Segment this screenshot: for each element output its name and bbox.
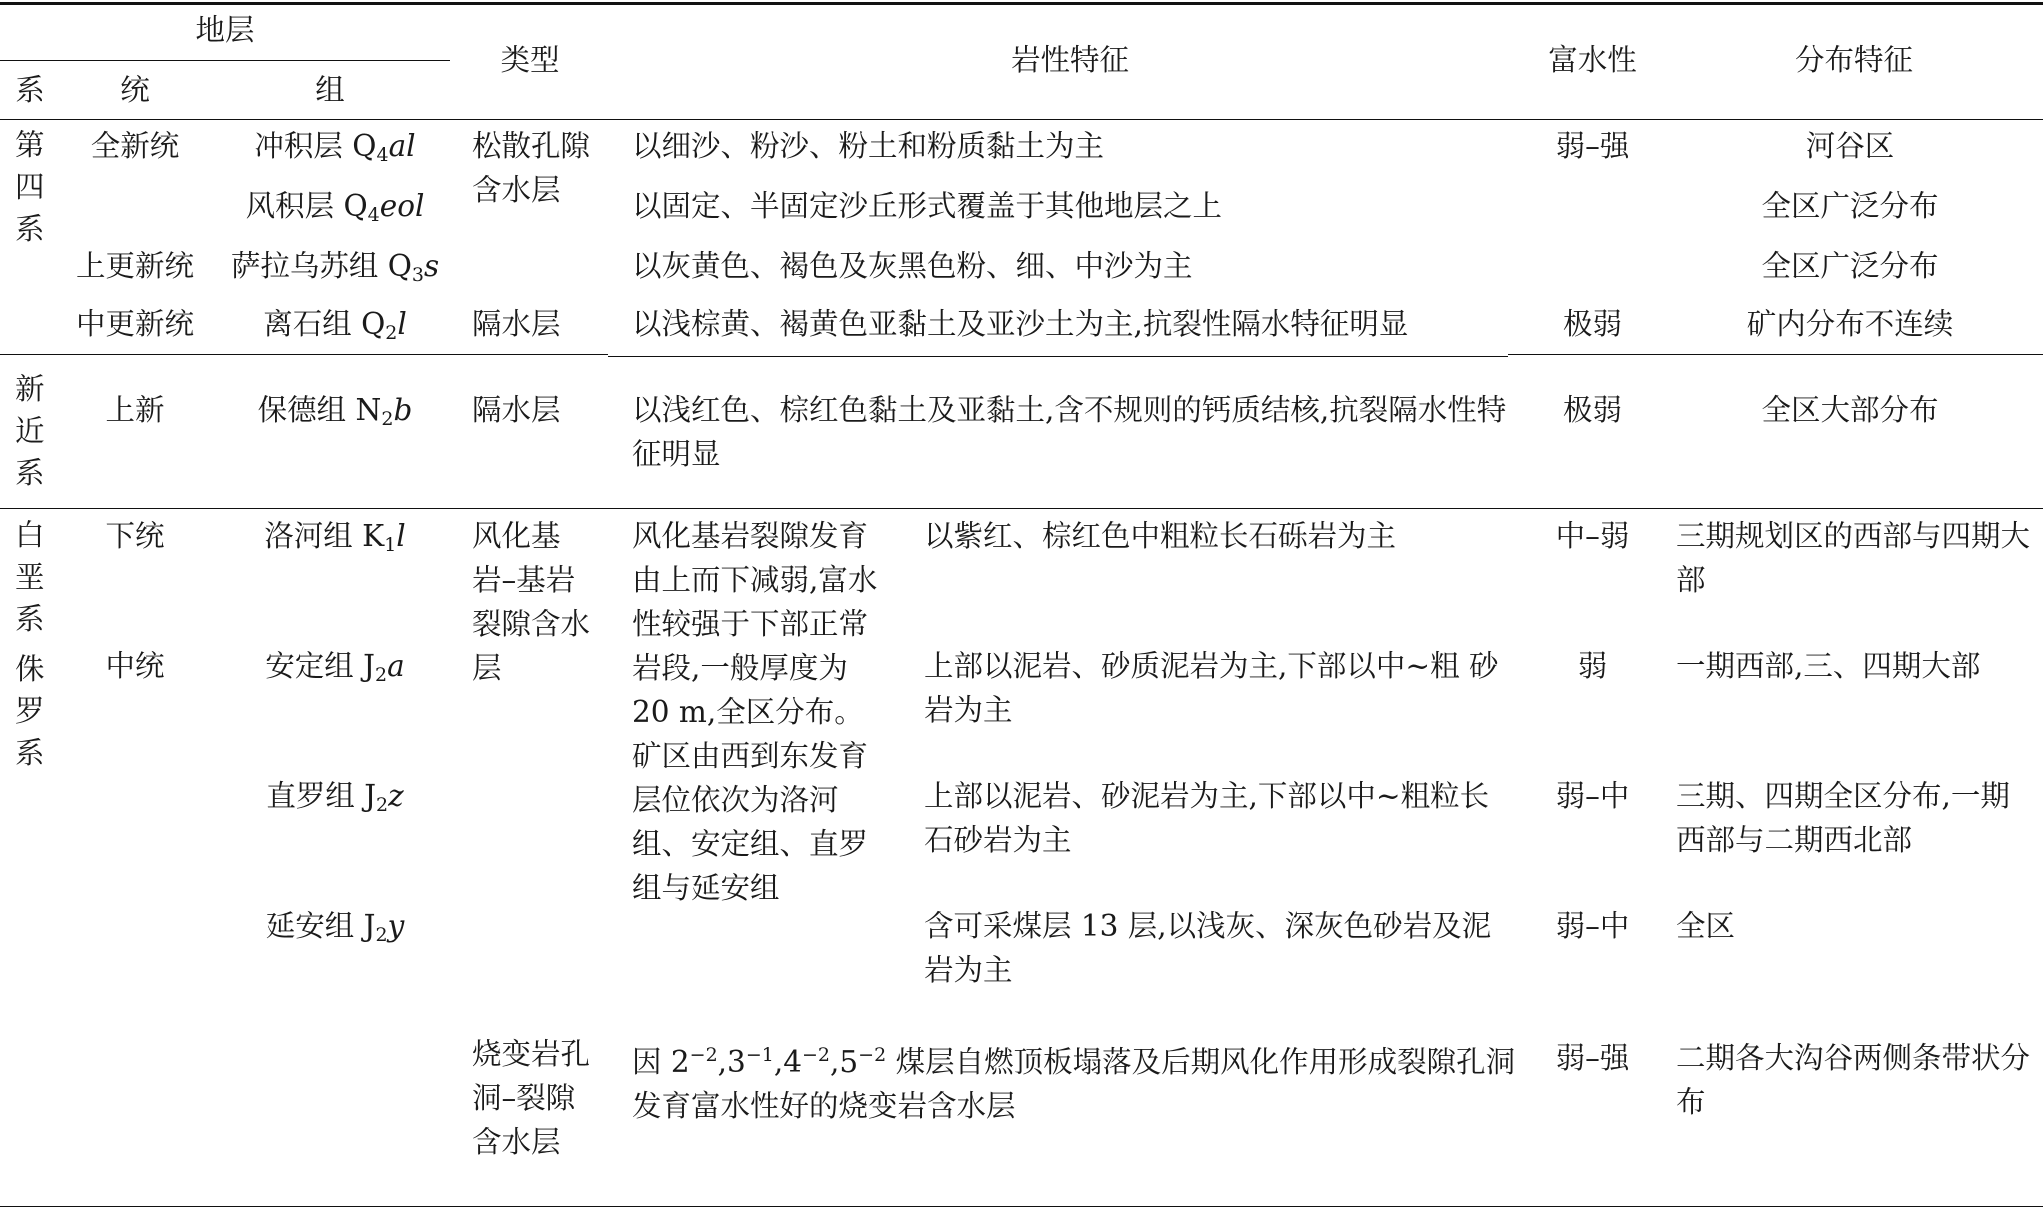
richness-burnt-rock: 弱–强	[1555, 1041, 1630, 1075]
series-holocene: 全新统	[90, 129, 180, 163]
richness-zhiluo: 弱–中	[1555, 779, 1630, 813]
lithology-lishi: 以浅棕黄、褐黄色亚黏土及亚沙土为主,抗裂性隔水特征明显	[632, 307, 1409, 341]
formation-yanan: 延安组 $J_2y$	[265, 909, 405, 946]
formation-salawusu: 萨拉乌苏组 $Q_3s$	[230, 249, 440, 286]
formation-lishi: 离石组 $Q_2l$	[263, 307, 407, 344]
richness-alluvial: 弱–强	[1555, 129, 1630, 163]
lithology-baode: 以浅红色、棕红色黏土及亚黏土,含不规则的钙质结核,抗裂隔水性特征明显	[632, 393, 1507, 471]
quaternary-bottom-rule-mid	[608, 356, 1508, 357]
header-formation: 组	[315, 73, 345, 107]
distribution-zhiluo: 三期、四期全区分布,一期西部与二期西北部	[1676, 779, 2010, 857]
header-distribution: 分布特征	[1794, 43, 1913, 77]
lithology-anding: 上部以泥岩、砂质泥岩为主,下部以中~粗 砂岩为主	[924, 649, 1499, 727]
type-loose-pore: 松散孔隙含水层	[472, 129, 591, 207]
strata-header-rule	[0, 60, 450, 61]
type-aquiclude-quaternary: 隔水层	[472, 307, 561, 341]
richness-anding: 弱	[1577, 649, 1608, 683]
formation-baode: 保德组 $N_2b$	[257, 393, 413, 430]
formation-alluvial: 冲积层 $Q_4al$	[254, 129, 416, 166]
type-burnt-rock: 烧变岩孔洞–裂隙含水层	[472, 1037, 591, 1159]
formation-anding: 安定组 $J_2a$	[265, 649, 405, 686]
header-lithology: 岩性特征	[1010, 43, 1129, 77]
distribution-yanan: 全区	[1676, 909, 1736, 943]
series-upper-pleistocene: 上更新统	[75, 249, 194, 283]
lithology-yanan: 含可采煤层 13 层,以浅灰、深灰色砂岩及泥岩为主	[924, 909, 1492, 987]
formation-zhiluo: 直罗组 $J_2z$	[266, 779, 404, 816]
lithology-weathered-common: 风化基岩裂隙发育由上而下减弱,富水性较强于下部正常岩段,一般厚度为 20 m,全区分布。矿区由西到东发育层位依次为洛河组、安定组、直罗组与延安组	[632, 519, 878, 905]
distribution-salawusu: 全区广泛分布	[1761, 249, 1939, 283]
distribution-anding: 一期西部,三、四期大部	[1676, 649, 1981, 683]
header-type: 类型	[500, 43, 560, 77]
header-system: 系	[15, 73, 45, 107]
distribution-lishi: 矿内分布不连续	[1746, 307, 1954, 341]
lithology-zhiluo: 上部以泥岩、砂泥岩为主,下部以中~粗粒长石砂岩为主	[924, 779, 1490, 857]
distribution-burnt-rock: 二期各大沟谷两侧条带状分布	[1676, 1041, 2031, 1119]
quaternary-bottom-rule-right	[1508, 354, 2043, 355]
series-lower: 下统	[105, 519, 165, 553]
system-cretaceous: 白垩系	[15, 518, 45, 636]
formation-luohe: 洛河组 $K_1l$	[264, 519, 406, 556]
series-middle-pleistocene: 中更新统	[75, 307, 194, 341]
richness-luohe: 中–弱	[1555, 519, 1630, 553]
table-bottom-rule	[0, 1206, 2043, 1207]
header-water-richness: 富水性	[1548, 43, 1637, 77]
system-jurassic: 侏罗系	[15, 652, 45, 770]
system-quaternary: 第四系	[15, 128, 45, 246]
formation-aeolian: 风积层 $Q_4eol$	[245, 189, 425, 226]
type-aquiclude-neogene: 隔水层	[472, 393, 561, 427]
distribution-baode: 全区大部分布	[1761, 393, 1939, 427]
quaternary-bottom-rule-left	[0, 354, 608, 355]
header-bottom-rule	[0, 119, 2043, 120]
neogene-bottom-rule	[0, 508, 2043, 509]
distribution-alluvial: 河谷区	[1805, 129, 1895, 163]
type-weathered-bedrock: 风化基岩–基岩裂隙含水层	[472, 519, 591, 685]
header-strata: 地层	[195, 13, 255, 47]
lithology-aeolian: 以固定、半固定沙丘形式覆盖于其他地层之上	[632, 189, 1223, 223]
richness-lishi: 极弱	[1562, 307, 1622, 341]
distribution-luohe: 三期规划区的西部与四期大部	[1676, 519, 2031, 597]
lithology-luohe: 以紫红、棕红色中粗粒长石砾岩为主	[924, 519, 1397, 553]
richness-yanan: 弱–中	[1555, 909, 1630, 943]
lithology-alluvial: 以细沙、粉沙、粉土和粉质黏土为主	[632, 129, 1105, 163]
distribution-aeolian: 全区广泛分布	[1761, 189, 1939, 223]
top-rule	[0, 2, 2043, 5]
lithology-burnt-rock: 因 $2^{-2},3^{-1},4^{-2},5^{-2}$ 煤层自燃顶板塌落及后期风化作用形成裂隙孔洞发育富水性好的烧变岩含水层	[632, 1044, 1516, 1123]
richness-baode: 极弱	[1562, 393, 1622, 427]
header-series: 统	[120, 73, 150, 107]
series-middle: 中统	[105, 649, 165, 683]
system-neogene: 新近系	[15, 372, 45, 490]
series-pliocene: 上新	[105, 393, 165, 427]
lithology-salawusu: 以灰黄色、褐色及灰黑色粉、细、中沙为主	[632, 249, 1193, 283]
